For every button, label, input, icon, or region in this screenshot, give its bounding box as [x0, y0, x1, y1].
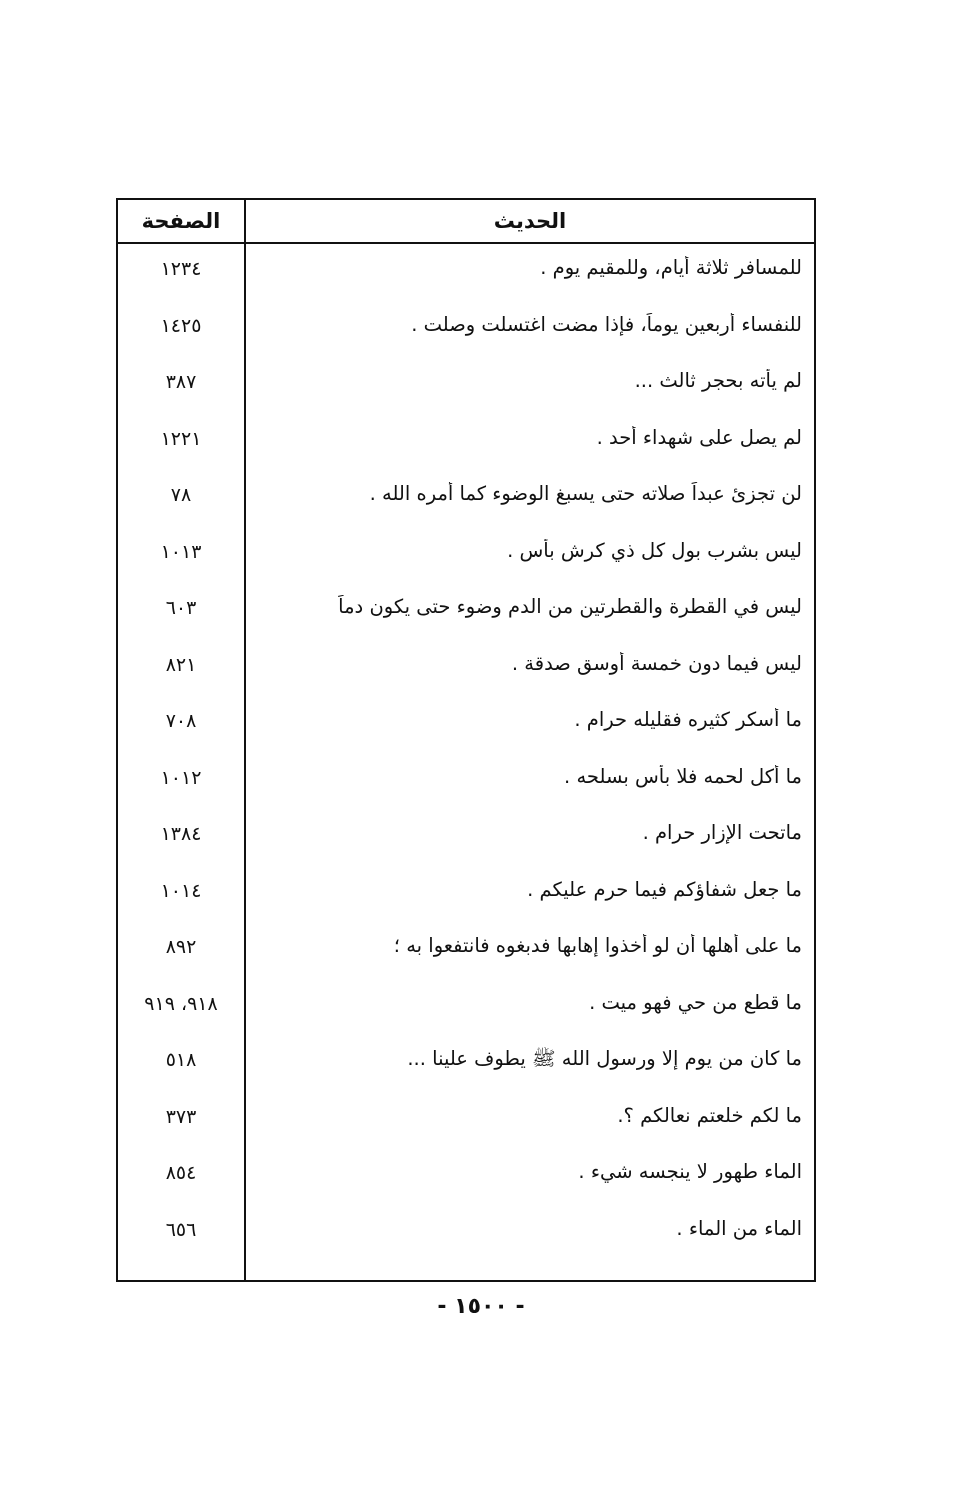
table-row — [118, 809, 814, 866]
page-reference: ٨٥٤ — [165, 1162, 197, 1184]
table-row — [118, 527, 814, 584]
table-row — [118, 470, 814, 527]
table-row — [118, 244, 814, 301]
hadith-text: ما قطع من حي فهو ميت . — [589, 990, 802, 1014]
table-row — [118, 301, 814, 358]
page-reference: ٩١٨، ٩١٩ — [144, 992, 218, 1015]
hadith-text: ما أسكر كثيره فقليله حرام . — [574, 708, 802, 731]
table-row — [118, 753, 814, 810]
hadith-text: لن تجزئ عبداً صلاته حتى يسبغ الوضوء كما أمره الله . — [369, 482, 802, 505]
hadith-text: للنفساء أربعين يوماً، فإذا مضت اغتسلت وصلت . — [411, 312, 802, 336]
hadith-text: للمسافر ثلاثة أيام، وللمقيم يوم . — [540, 256, 802, 279]
table-row — [118, 979, 814, 1036]
table-header — [118, 200, 814, 244]
hadith-text: ليس فيما دون خمسة أوسق صدقة . — [511, 651, 802, 675]
table-row — [118, 1148, 814, 1205]
column-header-page: الصفحة — [141, 209, 221, 233]
page-reference: ٣٨٧ — [165, 371, 197, 393]
page-number: - ١٥٠٠ - — [437, 1294, 525, 1319]
page-reference: ٨٢١ — [165, 653, 197, 676]
page-reference: ٧٠٨ — [165, 710, 197, 732]
page-reference: ١٢٣٤ — [160, 258, 202, 280]
page-reference: ١٠١٢ — [160, 766, 202, 789]
table-row — [118, 1205, 814, 1262]
page-reference: ٨٩٢ — [165, 936, 197, 958]
hadith-text: ما كان من يوم إلا ورسول الله ﷺ يطوف علينا ... — [407, 1047, 802, 1070]
page-reference: ١٠١٣ — [160, 540, 202, 563]
hadith-text: ما لكم خلعتم نعالكم ؟. — [617, 1103, 802, 1127]
hadith-text: ليس بشرب بول كل ذي كرش بأس . — [507, 538, 802, 562]
page-reference: ١٠١٤ — [160, 879, 202, 902]
page-reference: ٣٧٣ — [165, 1105, 197, 1128]
hadith-text: الماء طهور لا ينجسه شيء . — [578, 1160, 802, 1183]
hadith-text: لم يأته بحجر ثالث ... — [634, 369, 802, 392]
hadith-text: ما على أهلها أن لو أخذوا إهابها فدبغوه فانتفعوا به ؛ — [393, 934, 802, 957]
page-reference: ١٢٢١ — [160, 427, 202, 450]
hadith-text: ماتحت الإزار حرام . — [642, 821, 802, 844]
table-row — [118, 414, 814, 471]
table-row — [118, 1092, 814, 1149]
table-row — [118, 640, 814, 697]
table-row — [118, 922, 814, 979]
table-row — [118, 866, 814, 923]
hadith-text: لم يصل على شهداء أحد . — [596, 425, 802, 449]
table-row — [118, 357, 814, 414]
table-row — [118, 696, 814, 753]
table-row — [118, 583, 814, 640]
hadith-text: ما جعل شفاؤكم فيما حرم عليكم . — [527, 877, 802, 901]
page-reference: ٧٨ — [170, 484, 192, 506]
hadith-index-table — [116, 198, 816, 1282]
page-reference: ٦٥٦ — [165, 1218, 197, 1241]
page-reference: ٦٠٣ — [165, 597, 197, 619]
hadith-text: ما أكل لحمه فلا بأس بسلحه . — [564, 764, 802, 788]
page-reference: ٥١٨ — [165, 1049, 197, 1071]
column-header-hadith: الحديث — [493, 209, 567, 233]
table-row — [118, 1035, 814, 1092]
page-reference: ١٣٨٤ — [160, 823, 202, 845]
hadith-text: الماء من الماء . — [676, 1216, 802, 1240]
table-body — [118, 244, 814, 1261]
page-reference: ١٤٢٥ — [160, 314, 202, 337]
hadith-text: ليس في القطرة والقطرتين من الدم وضوء حتى يكون دماً — [338, 595, 802, 618]
